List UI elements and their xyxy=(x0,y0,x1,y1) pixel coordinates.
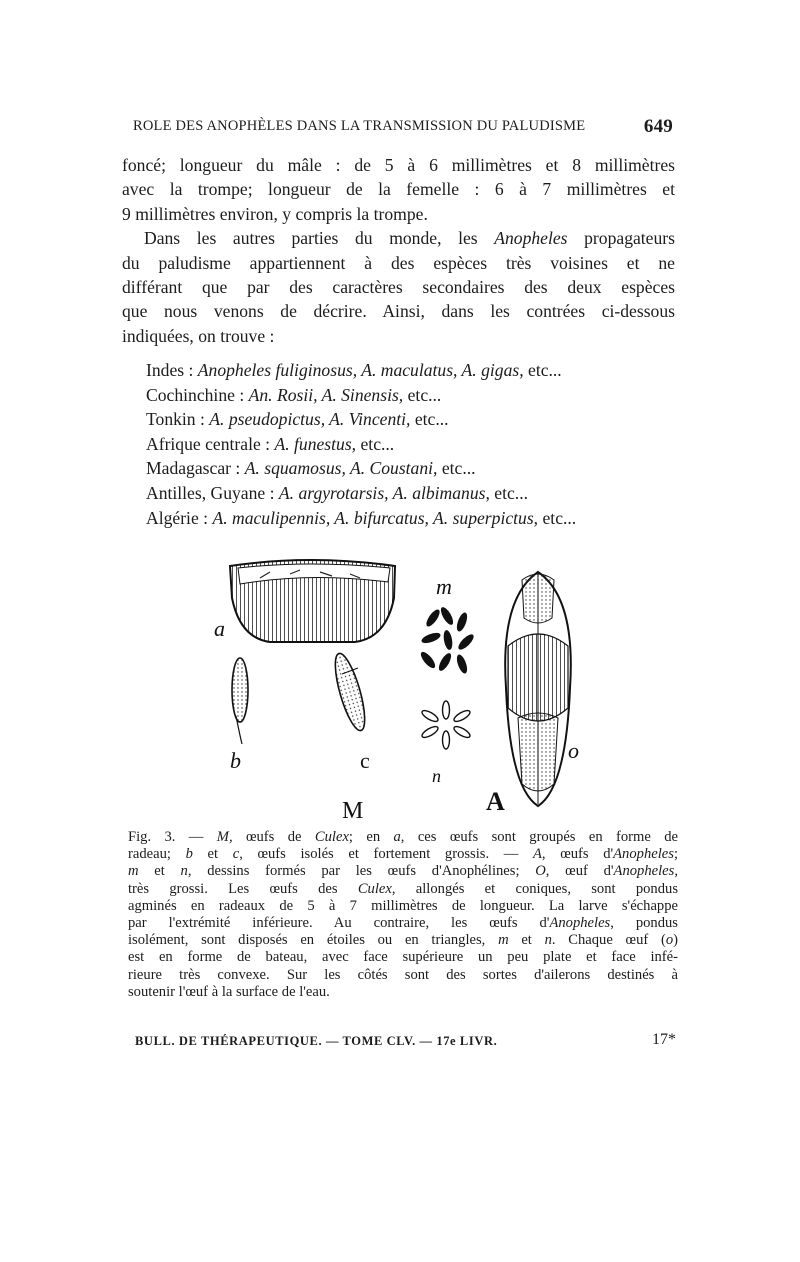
caption-line xyxy=(128,932,678,949)
caption-line xyxy=(128,863,678,880)
text-run: isolément, sont disposés en étoiles ou en triangles, xyxy=(128,932,499,949)
text-run: m xyxy=(128,863,139,880)
text-line: 9 millimètres environ, y compris la trompe. xyxy=(122,203,428,224)
text-run: propagateurs xyxy=(567,228,675,249)
text-run: Dans les autres parties du monde, les xyxy=(144,228,495,249)
caption-line: agminés en radeaux de 5 à 7 millimètres de longueur. La larve s'échappe xyxy=(128,897,678,914)
species-list xyxy=(146,358,686,530)
running-title: ROLE DES ANOPHÈLES DANS LA TRANSMISSION DU PALUDISME xyxy=(133,118,586,134)
text-run: Culex xyxy=(314,829,349,845)
label-n: n xyxy=(432,766,441,786)
text-line: que nous venons de décrire. Ainsi, dans les contrées ci-dessous xyxy=(122,301,675,322)
text-run: , pondus xyxy=(610,914,678,931)
species-list-item xyxy=(146,432,686,457)
page-number: 649 xyxy=(643,116,673,137)
caption-line: est en forme de bateau, avec face supérieure un peu plate et face infé- xyxy=(128,949,678,966)
region-name: Algérie : xyxy=(146,507,213,528)
egg-star-n xyxy=(420,701,471,749)
text-run: ; xyxy=(673,846,678,863)
anopheles-egg-o xyxy=(505,572,571,806)
etc: etc... xyxy=(437,458,476,479)
region-name: Tonkin : xyxy=(146,409,210,430)
text-run: O xyxy=(535,863,546,880)
text-run: n xyxy=(180,863,188,880)
region-name: Afrique centrale : xyxy=(146,433,275,454)
etc: etc... xyxy=(538,507,577,528)
gathering-mark: 17* xyxy=(652,1031,676,1048)
text-line xyxy=(122,226,675,250)
text-run: , xyxy=(674,863,678,880)
text-run: o xyxy=(665,932,674,949)
label-b: b xyxy=(230,748,241,773)
region-name: Cochinchine : xyxy=(146,384,249,405)
text-run: M, xyxy=(216,829,233,845)
label-c: c xyxy=(360,748,370,773)
text-run: Culex xyxy=(357,880,392,897)
label-M: M xyxy=(342,798,364,824)
label-o: o xyxy=(568,738,579,763)
text-line: foncé; longueur du mâle : de 5 à 6 millimètres et 8 millimètres xyxy=(122,155,675,175)
caption-line xyxy=(128,881,678,898)
text-run: , œuf d' xyxy=(545,863,614,880)
text-run: , œufs d' xyxy=(541,846,614,863)
text-run: . Chaque œuf ( xyxy=(551,932,666,949)
text-run: a xyxy=(393,829,401,845)
etc: etc... xyxy=(403,384,442,405)
species-list-item xyxy=(146,481,686,506)
text-run: A xyxy=(532,846,542,863)
caption-line: rieure très convexe. Sur les côtés sont des sortes d'ailerons destinés à xyxy=(128,966,678,983)
journal-signature: BULL. DE THÉRAPEUTIQUE. — TOME CLV. — 17e LIVR. xyxy=(135,1034,498,1048)
etc: etc... xyxy=(489,482,529,503)
label-A: A xyxy=(486,787,505,816)
species-names: An. Rosii, A. Sinensis, xyxy=(248,384,404,405)
text-run: Anopheles xyxy=(613,863,675,880)
region-name: Antilles, Guyane : xyxy=(146,482,279,503)
text-run: n xyxy=(544,932,552,949)
etc: etc... xyxy=(356,433,395,454)
species-list-item xyxy=(146,383,686,408)
region-name: Madagascar : xyxy=(146,458,245,479)
body-text xyxy=(122,153,675,348)
species-names: Anopheles fuliginosus, A. maculatus, A. gigas, xyxy=(197,360,524,380)
text-line: du paludisme appartiennent à des espèces très voisines et ne xyxy=(122,252,675,273)
text-run: ; en xyxy=(348,829,394,845)
text-run: radeau; xyxy=(128,846,186,863)
text-run: Anopheles xyxy=(549,914,611,931)
egg-illustration xyxy=(200,558,620,826)
caption-line: soutenir l'œuf à la surface de l'eau. xyxy=(128,983,330,1000)
running-head xyxy=(133,118,673,135)
culex-egg-isolated-b xyxy=(232,658,248,744)
species-names: A. squamosus, A. Coustani, xyxy=(244,458,438,479)
egg-cluster-m xyxy=(419,605,476,674)
caption-line xyxy=(128,846,678,863)
text-run: c xyxy=(232,846,240,863)
species-list-item xyxy=(146,407,686,432)
text-run: œufs de xyxy=(232,829,315,845)
species-list-item xyxy=(146,456,686,481)
text-run: m xyxy=(498,932,509,949)
text-run: , dessins formés par les œufs d'Anophélines; xyxy=(187,863,536,880)
text-run: b xyxy=(185,846,193,863)
text-run: ) xyxy=(673,932,678,949)
text-line: avec la trompe; longueur de la femelle : 6 à 7 millimètres et xyxy=(122,179,675,200)
label-m: m xyxy=(436,574,452,599)
etc: etc... xyxy=(523,360,562,380)
text-run: , œufs isolés et fortement grossis. — xyxy=(239,846,533,863)
species-names: A. funestus, xyxy=(274,433,357,454)
text-run: très grossi. Les œufs des xyxy=(128,880,358,897)
species-names: A. pseudopictus, A. Vincenti, xyxy=(209,409,411,430)
figure-caption xyxy=(128,829,678,1001)
text-run: et xyxy=(138,863,181,880)
species-names: A. maculipennis, A. bifurcatus, A. superpictus, xyxy=(212,507,539,528)
text-run: et xyxy=(192,846,233,863)
text-run: Fig. 3. — xyxy=(128,829,217,845)
label-a: a xyxy=(214,616,225,641)
region-name: Indes : xyxy=(146,360,198,380)
genus-name: Anopheles xyxy=(494,228,568,249)
text-run: et xyxy=(508,932,545,949)
caption-line xyxy=(128,829,678,846)
text-line: différant que par des caractères secondaires des deux espèces xyxy=(122,276,675,297)
text-line: indiquées, on trouve : xyxy=(122,325,275,346)
page-footer xyxy=(135,1031,680,1049)
culex-egg-raft xyxy=(230,560,395,642)
caption-line xyxy=(128,915,678,932)
text-run: , ces œufs sont groupés en forme de xyxy=(400,829,678,845)
species-list-item xyxy=(146,358,686,383)
species-names: A. argyrotarsis, A. albimanus, xyxy=(278,482,490,503)
etc: etc... xyxy=(410,409,449,430)
text-run: , allongés et coniques, sont pondus xyxy=(391,880,679,897)
species-list-item xyxy=(146,506,686,531)
text-run: par l'extrémité inférieure. Au contraire, les œufs d' xyxy=(128,914,550,931)
culex-egg-isolated-c xyxy=(329,651,370,733)
text-run: Anopheles xyxy=(613,846,674,863)
